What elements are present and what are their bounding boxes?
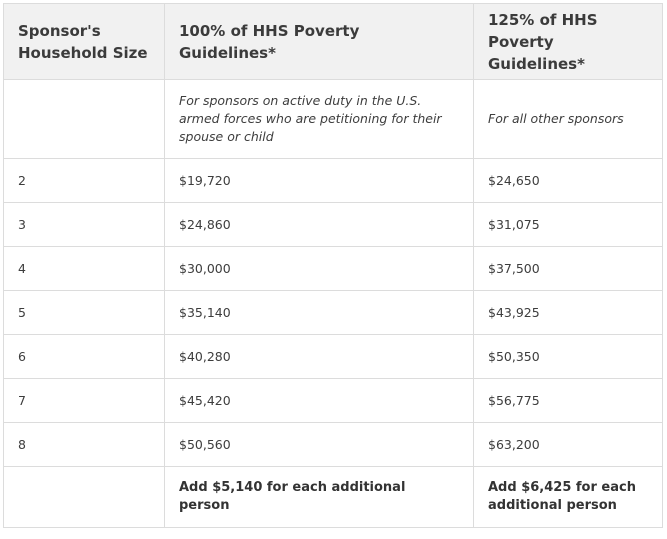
poverty-guidelines-table xyxy=(3,3,663,528)
household-size-cell: 3 xyxy=(4,203,165,247)
income-125-cell: $43,925 xyxy=(474,291,663,335)
income-125-cell: $63,200 xyxy=(474,423,663,467)
income-125-cell: $24,650 xyxy=(474,159,663,203)
income-100-cell: $40,280 xyxy=(165,335,474,379)
table-row xyxy=(4,159,663,203)
table-row xyxy=(4,247,663,291)
household-size-cell: 6 xyxy=(4,335,165,379)
income-125-cell: $50,350 xyxy=(474,335,663,379)
table-row xyxy=(4,379,663,423)
income-125-cell: $31,075 xyxy=(474,203,663,247)
table-header-row xyxy=(4,4,663,80)
income-100-cell: $19,720 xyxy=(165,159,474,203)
income-125-cell: $37,500 xyxy=(474,247,663,291)
household-size-cell: 7 xyxy=(4,379,165,423)
poverty-guidelines-table-container xyxy=(3,3,662,533)
additional-person-row xyxy=(4,467,663,528)
additional-person-100-percent: Add $5,140 for each additional person xyxy=(165,467,474,528)
table-row xyxy=(4,203,663,247)
income-100-cell: $50,560 xyxy=(165,423,474,467)
table-row xyxy=(4,291,663,335)
income-100-cell: $30,000 xyxy=(165,247,474,291)
household-size-cell: 5 xyxy=(4,291,165,335)
income-100-cell: $45,420 xyxy=(165,379,474,423)
header-100-percent: 100% of HHS Poverty Guidelines* xyxy=(165,4,474,80)
description-100-percent: For sponsors on active duty in the U.S. armed forces who are petitioning for their spouse or child xyxy=(165,80,474,159)
additional-household-size xyxy=(4,467,165,528)
income-100-cell: $35,140 xyxy=(165,291,474,335)
household-size-cell: 2 xyxy=(4,159,165,203)
household-size-cell: 8 xyxy=(4,423,165,467)
table-row xyxy=(4,423,663,467)
header-125-percent: 125% of HHS Poverty Guidelines* xyxy=(474,4,663,80)
description-125-percent: For all other sponsors xyxy=(474,80,663,159)
household-size-cell: 4 xyxy=(4,247,165,291)
income-125-cell: $56,775 xyxy=(474,379,663,423)
description-household-size xyxy=(4,80,165,159)
income-100-cell: $24,860 xyxy=(165,203,474,247)
description-row xyxy=(4,80,663,159)
table-row xyxy=(4,335,663,379)
header-household-size: Sponsor's Household Size xyxy=(4,4,165,80)
additional-person-125-percent: Add $6,425 for each additional person xyxy=(474,467,663,528)
